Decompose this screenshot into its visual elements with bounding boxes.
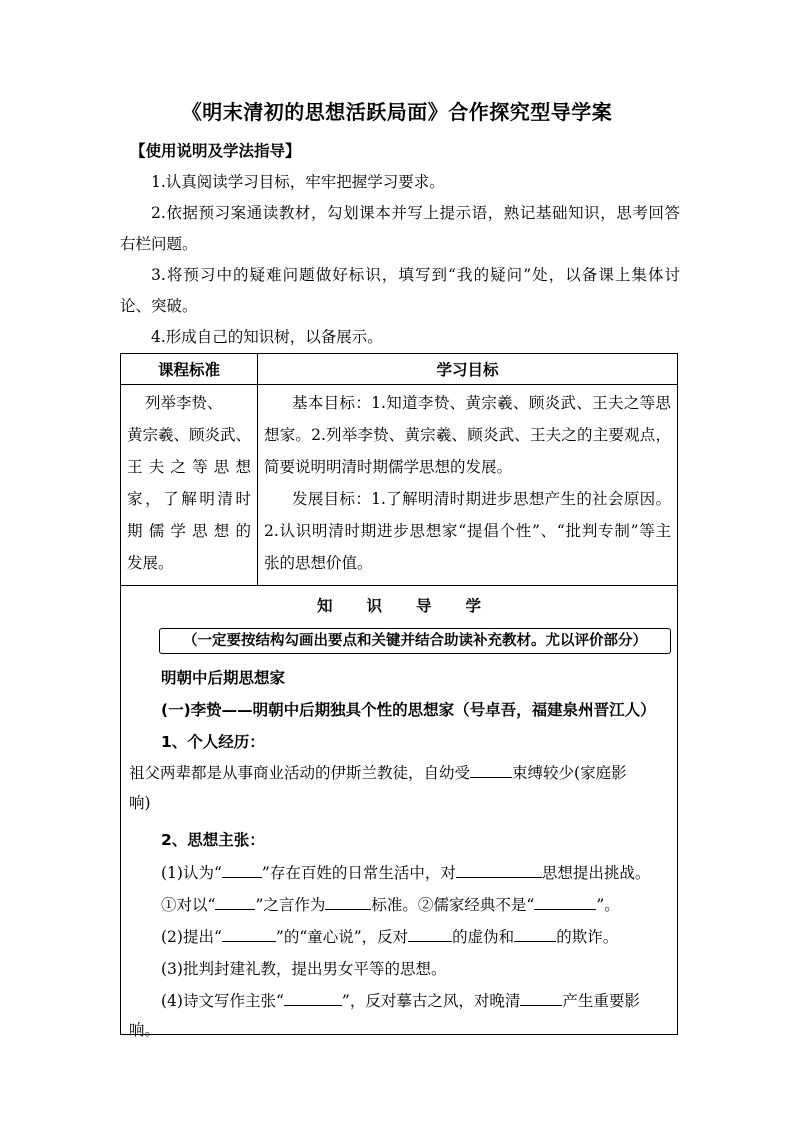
fill-blank[interactable] xyxy=(284,991,342,1006)
text-fragment: 祖父两辈都是从事商业活动的伊斯兰教徒，自幼受 xyxy=(129,764,471,782)
table-header-row xyxy=(121,354,678,385)
fill-blank[interactable] xyxy=(514,927,556,942)
knowledge-guide-title: 知识导学 xyxy=(316,597,515,615)
goal-line: 想家。2.列举李贽、黄宗羲、顾炎武、王夫之的主要观点， xyxy=(264,426,671,444)
goal-line: 简要说明明清时期儒学思想的发展。 xyxy=(264,458,513,476)
goal-line: 发展目标：1.了解明清时期进步思想产生的社会原因。 xyxy=(292,490,671,508)
goal-line: 基本目标：1.知道李贽、黄宗羲、顾炎武、王夫之等思 xyxy=(292,394,671,412)
text-fragment: 标准。②儒家经典不是“ xyxy=(371,896,535,914)
text-fragment: ”。 xyxy=(596,896,620,914)
text-fragment: (2)提出“ xyxy=(161,928,222,946)
text-fragment: 束缚较少(家庭影 xyxy=(512,764,627,782)
experience-line xyxy=(129,761,669,783)
point-line-cont: 响。 xyxy=(129,1021,161,1039)
fill-blank[interactable] xyxy=(534,895,596,910)
standard-line: 黄宗羲、顾炎武、 xyxy=(127,426,252,444)
text-fragment: ”存在百姓的日常生活中，对 xyxy=(261,864,456,882)
study-table xyxy=(120,353,678,1039)
point-line xyxy=(161,861,701,883)
usage-instructions xyxy=(120,136,680,353)
section-heading: 明朝中后期思想家 xyxy=(161,669,286,687)
point-line xyxy=(161,925,701,947)
instruction-item-cont: 右栏问题。 xyxy=(120,235,198,253)
fill-blank[interactable] xyxy=(215,895,255,910)
fill-blank[interactable] xyxy=(408,927,452,942)
curriculum-standard-cell xyxy=(121,385,258,586)
knowledge-guide-cell xyxy=(121,586,678,1039)
table-row xyxy=(121,586,678,1035)
curriculum-standard-header: 课程标准 xyxy=(121,354,258,385)
fill-blank[interactable] xyxy=(520,991,562,1006)
learning-goals-cell xyxy=(258,385,678,586)
fill-blank[interactable] xyxy=(456,863,542,878)
text-fragment: (4)诗文写作主张“ xyxy=(161,992,284,1010)
boxed-note: （一定要按结构勾画出要点和关键并结合助读补充教材。尤以评价部分） xyxy=(159,628,671,654)
text-fragment: ”的“童心说”，反对 xyxy=(275,928,409,946)
standard-line: 列举李贽、 xyxy=(145,394,223,412)
instruction-item: 2.依据预习案通读教材，勾划课本并写上提示语，熟记基础知识，思考回答 xyxy=(151,204,680,222)
table-row xyxy=(121,385,678,586)
text-fragment: 的虚伪和 xyxy=(452,928,515,946)
text-fragment: 的欺诈。 xyxy=(556,928,619,946)
experience-heading: 1、个人经历： xyxy=(161,733,265,751)
instruction-item-cont: 论、突破。 xyxy=(120,297,198,315)
standard-line: 王夫之等思想 xyxy=(127,458,252,476)
standard-line: 期儒学思想的 xyxy=(127,522,252,540)
goal-line: 张的思想价值。 xyxy=(264,554,373,572)
point-line: (3)批判封建礼教，提出男女平等的思想。 xyxy=(161,960,447,978)
text-fragment: (1)认为“ xyxy=(161,864,222,882)
standard-line: 发展。 xyxy=(127,554,174,572)
instructions-heading: 【使用说明及学法指导】 xyxy=(130,142,301,160)
standard-line: 家，了解明清时 xyxy=(127,490,252,508)
fill-blank[interactable] xyxy=(222,863,262,878)
experience-line-cont: 响) xyxy=(129,794,151,812)
point-line xyxy=(161,893,701,915)
instruction-item: 4.形成自己的知识树，以备展示。 xyxy=(151,328,383,346)
learning-goals-header: 学习目标 xyxy=(258,354,678,385)
point-line xyxy=(161,989,701,1011)
fill-blank[interactable] xyxy=(470,763,512,778)
text-fragment: ”之言作为 xyxy=(255,896,326,914)
goal-line: 2.认识明清时期进步思想家“提倡个性”、“批判专制”等主 xyxy=(264,522,671,540)
fill-blank[interactable] xyxy=(325,895,371,910)
fill-blank[interactable] xyxy=(222,927,276,942)
text-fragment: ”，反对摹古之风，对晚清 xyxy=(341,992,521,1010)
thought-heading: 2、思想主张： xyxy=(161,831,265,849)
text-fragment: 产生重要影 xyxy=(562,992,640,1010)
text-fragment: 思想提出挑战。 xyxy=(541,864,651,882)
instruction-item: 3.将预习中的疑难问题做好标识，填写到“我的疑问”处，以备课上集体讨 xyxy=(151,266,680,284)
text-fragment: ①对以“ xyxy=(161,896,216,914)
page-title: 《明末清初的思想活跃局面》合作探究型导学案 xyxy=(181,100,613,124)
subsection-heading: (一)李贽——明朝中后期独具个性的思想家（号卓吾，福建泉州晋江人） xyxy=(161,701,656,719)
instruction-item: 1.认真阅读学习目标，牢牢把握学习要求。 xyxy=(151,173,445,191)
